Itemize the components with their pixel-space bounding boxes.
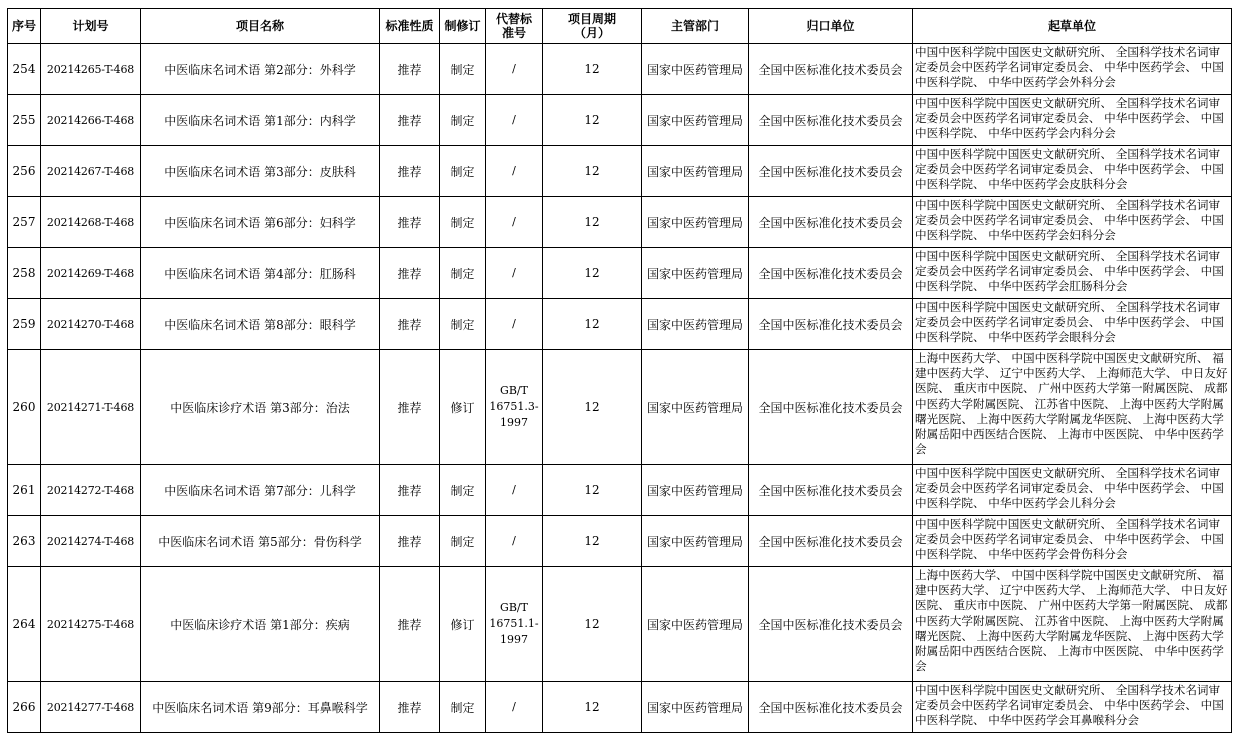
table-row: [8, 299, 1232, 350]
cell-name: 中医临床名词术语 第4部分：肛肠科: [141, 248, 380, 299]
cell-replaces: /: [486, 248, 543, 299]
cell-drafter: 中国中医科学院中国医史文献研究所、 全国科学技术名词审定委员会中医药学名词审定委员会、 中华中医药学会、 中国中医科学院、 中华中医药学会骨伤科分会: [913, 516, 1232, 567]
cell-period: 12: [543, 567, 642, 682]
cell-unit: 全国中医标准化技术委员会: [749, 44, 913, 95]
cell-seq: 261: [8, 465, 41, 516]
cell-nature: 推荐: [380, 567, 440, 682]
header-name: 项目名称: [141, 9, 380, 44]
cell-unit: 全国中医标准化技术委员会: [749, 95, 913, 146]
cell-unit: 全国中医标准化技术委员会: [749, 299, 913, 350]
cell-drafter: 上海中医药大学、 中国中医科学院中国医史文献研究所、 福建中医药大学、 辽宁中医药大学、 上海师范大学、 中日友好医院、 重庆市中医院、 广州中医药大学第一附属医院、 成都中医药大学附属医院、 江苏省中医院、 上海中医药大学附属曙光医院、 上海中医药大学附属龙华医院、 上海中医药大学附属岳阳中西医结合医院、 上海市中医医院、 中华中医药学会: [913, 350, 1232, 465]
cell-unit: 全国中医标准化技术委员会: [749, 567, 913, 682]
cell-nature: 推荐: [380, 350, 440, 465]
cell-unit: 全国中医标准化技术委员会: [749, 146, 913, 197]
header-drafter: 起草单位: [913, 9, 1232, 44]
cell-plan-no: 20214277-T-468: [41, 682, 141, 733]
cell-seq: 264: [8, 567, 41, 682]
cell-nature: 推荐: [380, 146, 440, 197]
cell-name: 中医临床诊疗术语 第1部分：疾病: [141, 567, 380, 682]
cell-dept: 国家中医药管理局: [642, 248, 749, 299]
cell-plan-no: 20214267-T-468: [41, 146, 141, 197]
cell-drafter: 中国中医科学院中国医史文献研究所、 全国科学技术名词审定委员会中医药学名词审定委员会、 中华中医药学会、 中国中医科学院、 中华中医药学会内科分会: [913, 95, 1232, 146]
cell-period: 12: [543, 146, 642, 197]
standards-table-container: [7, 8, 1232, 733]
cell-unit: 全国中医标准化技术委员会: [749, 682, 913, 733]
cell-drafter: 中国中医科学院中国医史文献研究所、 全国科学技术名词审定委员会中医药学名词审定委员会、 中华中医药学会、 中国中医科学院、 中华中医药学会耳鼻喉科分会: [913, 682, 1232, 733]
cell-nature: 推荐: [380, 95, 440, 146]
cell-name: 中医临床名词术语 第6部分：妇科学: [141, 197, 380, 248]
cell-seq: 255: [8, 95, 41, 146]
table-row: [8, 197, 1232, 248]
cell-period: 12: [543, 299, 642, 350]
cell-replaces: GB/T 16751.3-1997: [486, 350, 543, 465]
cell-name: 中医临床名词术语 第9部分：耳鼻喉科学: [141, 682, 380, 733]
cell-seq: 259: [8, 299, 41, 350]
table-row: [8, 516, 1232, 567]
table-row: [8, 146, 1232, 197]
cell-revision: 制定: [440, 146, 486, 197]
cell-period: 12: [543, 95, 642, 146]
cell-drafter: 上海中医药大学、 中国中医科学院中国医史文献研究所、 福建中医药大学、 辽宁中医药大学、 上海师范大学、 中日友好医院、 重庆市中医院、 广州中医药大学第一附属医院、 成都中医药大学附属医院、 江苏省中医院、 上海中医药大学附属曙光医院、 上海中医药大学附属龙华医院、 上海中医药大学附属岳阳中西医结合医院、 上海市中医医院、 中华中医药学会: [913, 567, 1232, 682]
header-row: [8, 9, 1232, 44]
table-body: [8, 44, 1232, 733]
cell-revision: 制定: [440, 44, 486, 95]
cell-drafter: 中国中医科学院中国医史文献研究所、 全国科学技术名词审定委员会中医药学名词审定委员会、 中华中医药学会、 中国中医科学院、 中华中医药学会肛肠科分会: [913, 248, 1232, 299]
cell-name: 中医临床名词术语 第2部分：外科学: [141, 44, 380, 95]
cell-nature: 推荐: [380, 197, 440, 248]
cell-period: 12: [543, 248, 642, 299]
cell-replaces: /: [486, 197, 543, 248]
cell-replaces: GB/T 16751.1-1997: [486, 567, 543, 682]
cell-plan-no: 20214275-T-468: [41, 567, 141, 682]
cell-unit: 全国中医标准化技术委员会: [749, 350, 913, 465]
cell-name: 中医临床名词术语 第1部分：内科学: [141, 95, 380, 146]
cell-plan-no: 20214265-T-468: [41, 44, 141, 95]
cell-nature: 推荐: [380, 44, 440, 95]
cell-seq: 258: [8, 248, 41, 299]
table-row: [8, 248, 1232, 299]
cell-revision: 制定: [440, 197, 486, 248]
cell-dept: 国家中医药管理局: [642, 350, 749, 465]
cell-replaces: /: [486, 465, 543, 516]
cell-plan-no: 20214272-T-468: [41, 465, 141, 516]
cell-drafter: 中国中医科学院中国医史文献研究所、 全国科学技术名词审定委员会中医药学名词审定委员会、 中华中医药学会、 中国中医科学院、 中华中医药学会皮肤科分会: [913, 146, 1232, 197]
cell-period: 12: [543, 682, 642, 733]
cell-period: 12: [543, 465, 642, 516]
header-dept: 主管部门: [642, 9, 749, 44]
cell-dept: 国家中医药管理局: [642, 516, 749, 567]
cell-drafter: 中国中医科学院中国医史文献研究所、 全国科学技术名词审定委员会中医药学名词审定委员会、 中华中医药学会、 中国中医科学院、 中华中医药学会妇科分会: [913, 197, 1232, 248]
cell-drafter: 中国中医科学院中国医史文献研究所、 全国科学技术名词审定委员会中医药学名词审定委员会、 中华中医药学会、 中国中医科学院、 中华中医药学会眼科分会: [913, 299, 1232, 350]
cell-replaces: /: [486, 146, 543, 197]
table-row: [8, 682, 1232, 733]
cell-period: 12: [543, 197, 642, 248]
cell-dept: 国家中医药管理局: [642, 299, 749, 350]
cell-replaces: /: [486, 682, 543, 733]
cell-replaces: /: [486, 44, 543, 95]
cell-replaces: /: [486, 516, 543, 567]
cell-name: 中医临床诊疗术语 第3部分：治法: [141, 350, 380, 465]
cell-nature: 推荐: [380, 248, 440, 299]
cell-period: 12: [543, 516, 642, 567]
cell-seq: 263: [8, 516, 41, 567]
cell-dept: 国家中医药管理局: [642, 197, 749, 248]
cell-dept: 国家中医药管理局: [642, 146, 749, 197]
cell-plan-no: 20214268-T-468: [41, 197, 141, 248]
cell-seq: 254: [8, 44, 41, 95]
cell-plan-no: 20214269-T-468: [41, 248, 141, 299]
cell-name: 中医临床名词术语 第7部分：儿科学: [141, 465, 380, 516]
header-unit: 归口单位: [749, 9, 913, 44]
cell-revision: 制定: [440, 95, 486, 146]
cell-revision: 修订: [440, 567, 486, 682]
header-nature: 标准性质: [380, 9, 440, 44]
cell-plan-no: 20214274-T-468: [41, 516, 141, 567]
cell-nature: 推荐: [380, 516, 440, 567]
cell-replaces: /: [486, 299, 543, 350]
cell-dept: 国家中医药管理局: [642, 682, 749, 733]
cell-drafter: 中国中医科学院中国医史文献研究所、 全国科学技术名词审定委员会中医药学名词审定委员会、 中华中医药学会、 中国中医科学院、 中华中医药学会外科分会: [913, 44, 1232, 95]
header-period: 项目周期（月）: [543, 9, 642, 44]
cell-plan-no: 20214266-T-468: [41, 95, 141, 146]
cell-revision: 制定: [440, 682, 486, 733]
cell-plan-no: 20214271-T-468: [41, 350, 141, 465]
cell-seq: 260: [8, 350, 41, 465]
cell-nature: 推荐: [380, 299, 440, 350]
header-seq: 序号: [8, 9, 41, 44]
cell-dept: 国家中医药管理局: [642, 465, 749, 516]
cell-unit: 全国中医标准化技术委员会: [749, 465, 913, 516]
table-row: [8, 95, 1232, 146]
cell-nature: 推荐: [380, 465, 440, 516]
cell-name: 中医临床名词术语 第3部分：皮肤科: [141, 146, 380, 197]
standards-plan-table: [7, 8, 1232, 733]
cell-revision: 制定: [440, 248, 486, 299]
table-row: [8, 567, 1232, 682]
table-row: [8, 465, 1232, 516]
cell-seq: 257: [8, 197, 41, 248]
cell-name: 中医临床名词术语 第8部分：眼科学: [141, 299, 380, 350]
header-plan-no: 计划号: [41, 9, 141, 44]
header-replaces: 代替标准号: [486, 9, 543, 44]
cell-dept: 国家中医药管理局: [642, 95, 749, 146]
cell-replaces: /: [486, 95, 543, 146]
cell-revision: 制定: [440, 516, 486, 567]
cell-revision: 修订: [440, 350, 486, 465]
table-row: [8, 44, 1232, 95]
cell-unit: 全国中医标准化技术委员会: [749, 197, 913, 248]
cell-seq: 256: [8, 146, 41, 197]
cell-nature: 推荐: [380, 682, 440, 733]
cell-period: 12: [543, 44, 642, 95]
cell-plan-no: 20214270-T-468: [41, 299, 141, 350]
header-revision: 制修订: [440, 9, 486, 44]
table-row: [8, 350, 1232, 465]
cell-unit: 全国中医标准化技术委员会: [749, 248, 913, 299]
cell-name: 中医临床名词术语 第5部分：骨伤科学: [141, 516, 380, 567]
cell-drafter: 中国中医科学院中国医史文献研究所、 全国科学技术名词审定委员会中医药学名词审定委员会、 中华中医药学会、 中国中医科学院、 中华中医药学会儿科分会: [913, 465, 1232, 516]
cell-unit: 全国中医标准化技术委员会: [749, 516, 913, 567]
cell-seq: 266: [8, 682, 41, 733]
cell-revision: 制定: [440, 299, 486, 350]
cell-dept: 国家中医药管理局: [642, 567, 749, 682]
cell-revision: 制定: [440, 465, 486, 516]
cell-period: 12: [543, 350, 642, 465]
cell-dept: 国家中医药管理局: [642, 44, 749, 95]
